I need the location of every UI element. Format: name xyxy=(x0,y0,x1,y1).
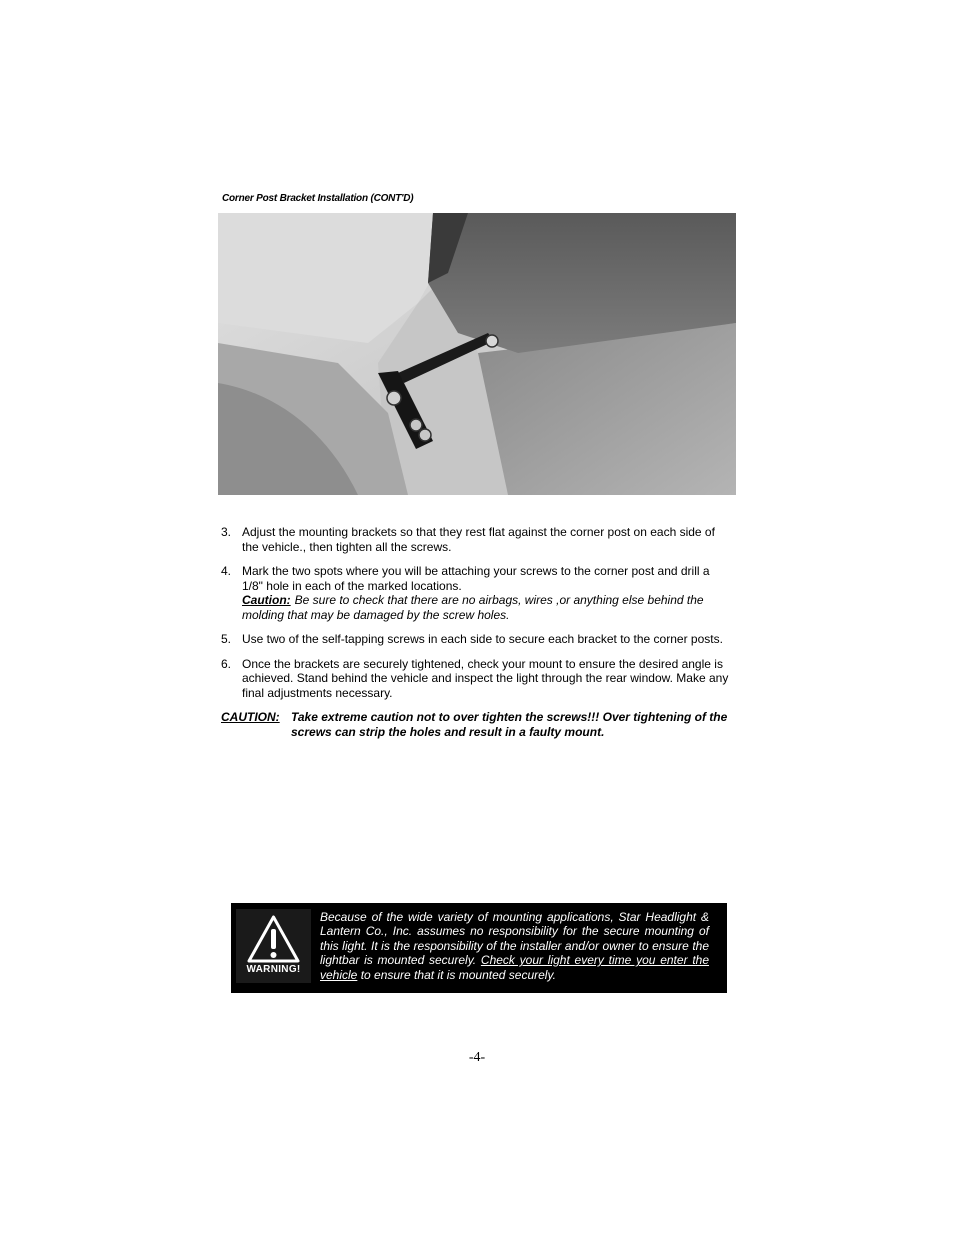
warning-text-underlined: Check your light every time you enter the vehicle xyxy=(320,953,710,982)
warning-text-after: to ensure that it is mounted securely. xyxy=(357,967,556,982)
page-number: -4- xyxy=(468,1050,486,1065)
caution-heading: CAUTION: xyxy=(221,710,280,724)
step-number: 5. xyxy=(221,632,232,646)
step-3 xyxy=(221,525,733,554)
warning-triangle-icon xyxy=(236,909,311,983)
caution-label: Caution: xyxy=(242,593,291,607)
step-caution xyxy=(242,593,733,622)
step-number: 6. xyxy=(221,656,232,671)
warning-box xyxy=(231,903,727,993)
warning-text xyxy=(320,910,709,982)
step-5 xyxy=(221,632,733,647)
step-text: Mark the two spots where you will be attaching your screws to the corner post and drill a 1/8" hole in each of the marked locations. xyxy=(242,564,710,593)
step-text: Once the brackets are securely tightened, check your mount to ensure the desired angle is achieved. Stand behind the vehicle and inspect the light through the rear window. Make any final adjustments necessary. xyxy=(242,656,729,700)
caution-block xyxy=(221,710,733,739)
step-6 xyxy=(221,657,733,701)
step-4 xyxy=(221,564,733,622)
instruction-steps xyxy=(221,525,733,739)
step-text: Adjust the mounting brackets so that they rest flat against the corner post on each side of the vehicle., then tighten all the screws. xyxy=(242,525,715,554)
warning-text-before: Because of the wide variety of mounting applications, Star Headlight & Lantern Co., Inc. assumes no responsibility for the secure mounting of this light. It is the responsibility of the installer and/or owner to ensure the lightbar is mounted securely. xyxy=(320,910,709,968)
step-text: Use two of the self-tapping screws in each side to secure each bracket to the corner posts. xyxy=(242,632,723,646)
caution-message: Take extreme caution not to over tighten the screws!!! Over tightening of the screws can strip the holes and result in a faulty mount. xyxy=(291,710,728,739)
installation-photo xyxy=(218,213,736,495)
warning-label: WARNING! xyxy=(246,964,301,975)
step-number: 4. xyxy=(221,564,232,578)
section-heading: Corner Post Bracket Installation (CONT'D) xyxy=(222,193,414,204)
caution-text: Be sure to check that there are no airbags, wires ,or anything else behind the molding that may be damaged by the screw holes. xyxy=(242,593,704,622)
step-number: 3. xyxy=(221,525,232,539)
